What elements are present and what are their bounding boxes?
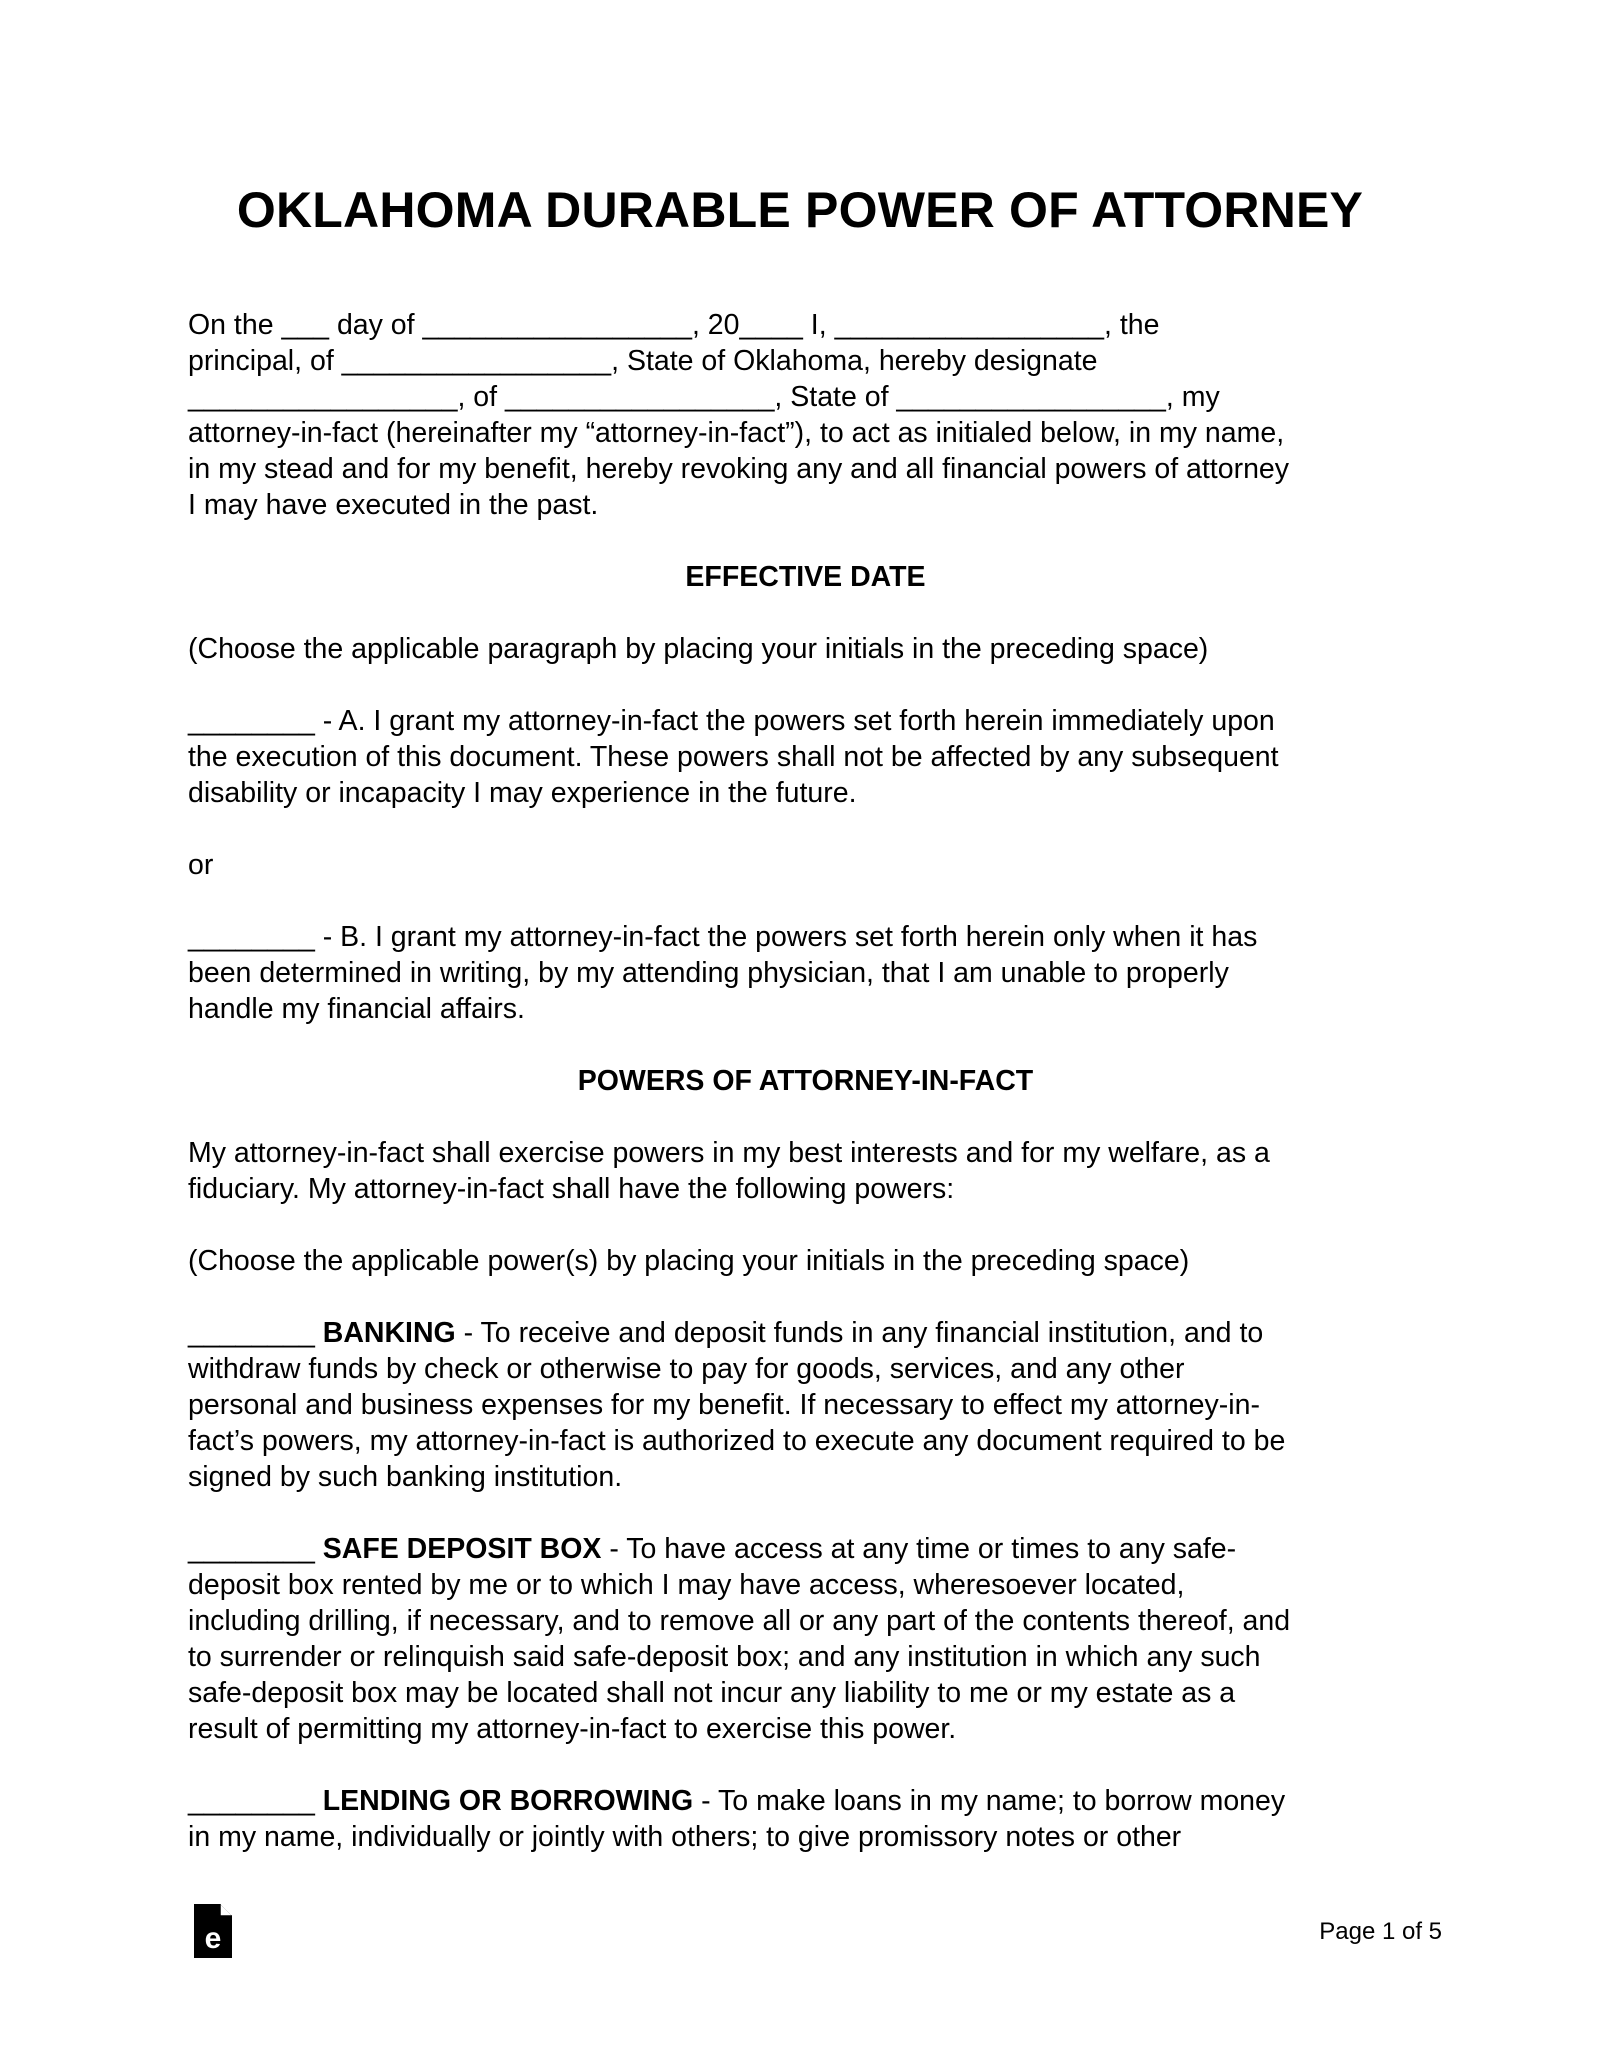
option-b-line: been determined in writing, by my attending physician, that I am unable to properly <box>188 957 1229 989</box>
banking-line: signed by such banking institution. <box>188 1461 623 1493</box>
safe-deposit-first-line <box>188 1531 1423 1567</box>
lending-paragraph <box>188 1783 1423 1855</box>
banking-first-line <box>188 1315 1423 1351</box>
intro-line: in my stead and for my benefit, hereby revoking any and all financial powers of attorney <box>188 453 1290 485</box>
powers-intro-line: My attorney-in-fact shall exercise powers in my best interests and for my welfare, as a <box>188 1137 1270 1169</box>
initials-blank: ________ <box>188 1533 315 1565</box>
intro-line: On the ___ day of _________________, 20____ I, _________________, the <box>188 309 1160 341</box>
safe-deposit-label: SAFE DEPOSIT BOX <box>322 1533 602 1565</box>
banking-line: withdraw funds by check or otherwise to pay for goods, services, and any other <box>188 1353 1185 1385</box>
initials-blank: ________ <box>188 1785 315 1817</box>
safe-deposit-line: including drilling, if necessary, and to remove all or any part of the contents thereof, and <box>188 1605 1291 1637</box>
safe-deposit-line: safe-deposit box may be located shall not incur any liability to me or my estate as a <box>188 1677 1236 1709</box>
page-number: Page 1 of 5 <box>1319 1918 1442 1945</box>
intro-line: principal, of _________________, State of Oklahoma, hereby designate <box>188 345 1098 377</box>
or-separator <box>188 847 1423 883</box>
banking-line: personal and business expenses for my benefit. If necessary to effect my attorney-in- <box>188 1389 1260 1421</box>
powers-intro-paragraph <box>188 1135 1423 1207</box>
instruction-text: (Choose the applicable paragraph by placing your initials in the preceding space) <box>188 633 1209 665</box>
powers-instruction <box>188 1243 1423 1279</box>
document-body <box>188 307 1423 1855</box>
option-b-line: handle my financial affairs. <box>188 993 525 1025</box>
effective-date-heading: EFFECTIVE DATE <box>685 561 926 593</box>
document-title: OKLAHOMA DURABLE POWER OF ATTORNEY <box>236 182 1364 238</box>
banking-paragraph <box>188 1315 1423 1495</box>
banking-text: - To receive and deposit funds in any financial institution, and to <box>455 1317 1264 1349</box>
svg-text:e: e <box>204 1922 222 1955</box>
option-a-line: the execution of this document. These powers shall not be affected by any subsequent <box>188 741 1279 773</box>
effective-date-instruction <box>188 631 1423 667</box>
option-b-paragraph <box>188 919 1423 1027</box>
safe-deposit-line: deposit box rented by me or to which I may have access, wheresoever located, <box>188 1569 1185 1601</box>
safe-deposit-line: to surrender or relinquish said safe-deposit box; and any institution in which any such <box>188 1641 1261 1673</box>
lending-text: - To make loans in my name; to borrow money <box>693 1785 1286 1817</box>
safe-deposit-paragraph <box>188 1531 1423 1747</box>
banking-line: fact’s powers, my attorney-in-fact is authorized to execute any document required to be <box>188 1425 1286 1457</box>
lending-line: in my name, individually or jointly with others; to give promissory notes or other <box>188 1821 1182 1853</box>
eforms-logo-icon <box>194 1904 232 1958</box>
safe-deposit-text: - To have access at any time or times to any safe- <box>601 1533 1237 1565</box>
safe-deposit-line: result of permitting my attorney-in-fact to exercise this power. <box>188 1713 957 1745</box>
option-a-line: disability or incapacity I may experience in the future. <box>188 777 857 809</box>
powers-intro-line: fiduciary. My attorney-in-fact shall have the following powers: <box>188 1173 955 1205</box>
lending-first-line <box>188 1783 1423 1819</box>
banking-label: BANKING <box>322 1317 456 1349</box>
or-text: or <box>188 849 214 881</box>
intro-paragraph <box>188 307 1423 523</box>
intro-line: I may have executed in the past. <box>188 489 599 521</box>
option-a-line: ________ - A. I grant my attorney-in-fact the powers set forth herein immediately upon <box>188 705 1275 737</box>
option-b-line: ________ - B. I grant my attorney-in-fact the powers set forth herein only when it has <box>188 921 1258 953</box>
powers-heading: POWERS OF ATTORNEY-IN-FACT <box>577 1065 1034 1097</box>
option-a-paragraph <box>188 703 1423 811</box>
intro-line: attorney-in-fact (hereinafter my “attorney-in-fact”), to act as initialed below, in my name, <box>188 417 1285 449</box>
initials-blank: ________ <box>188 1317 315 1349</box>
intro-line: _________________, of _________________, State of _________________, my <box>188 381 1220 413</box>
lending-label: LENDING OR BORROWING <box>322 1785 694 1817</box>
instruction-text: (Choose the applicable power(s) by placing your initials in the preceding space) <box>188 1245 1190 1277</box>
